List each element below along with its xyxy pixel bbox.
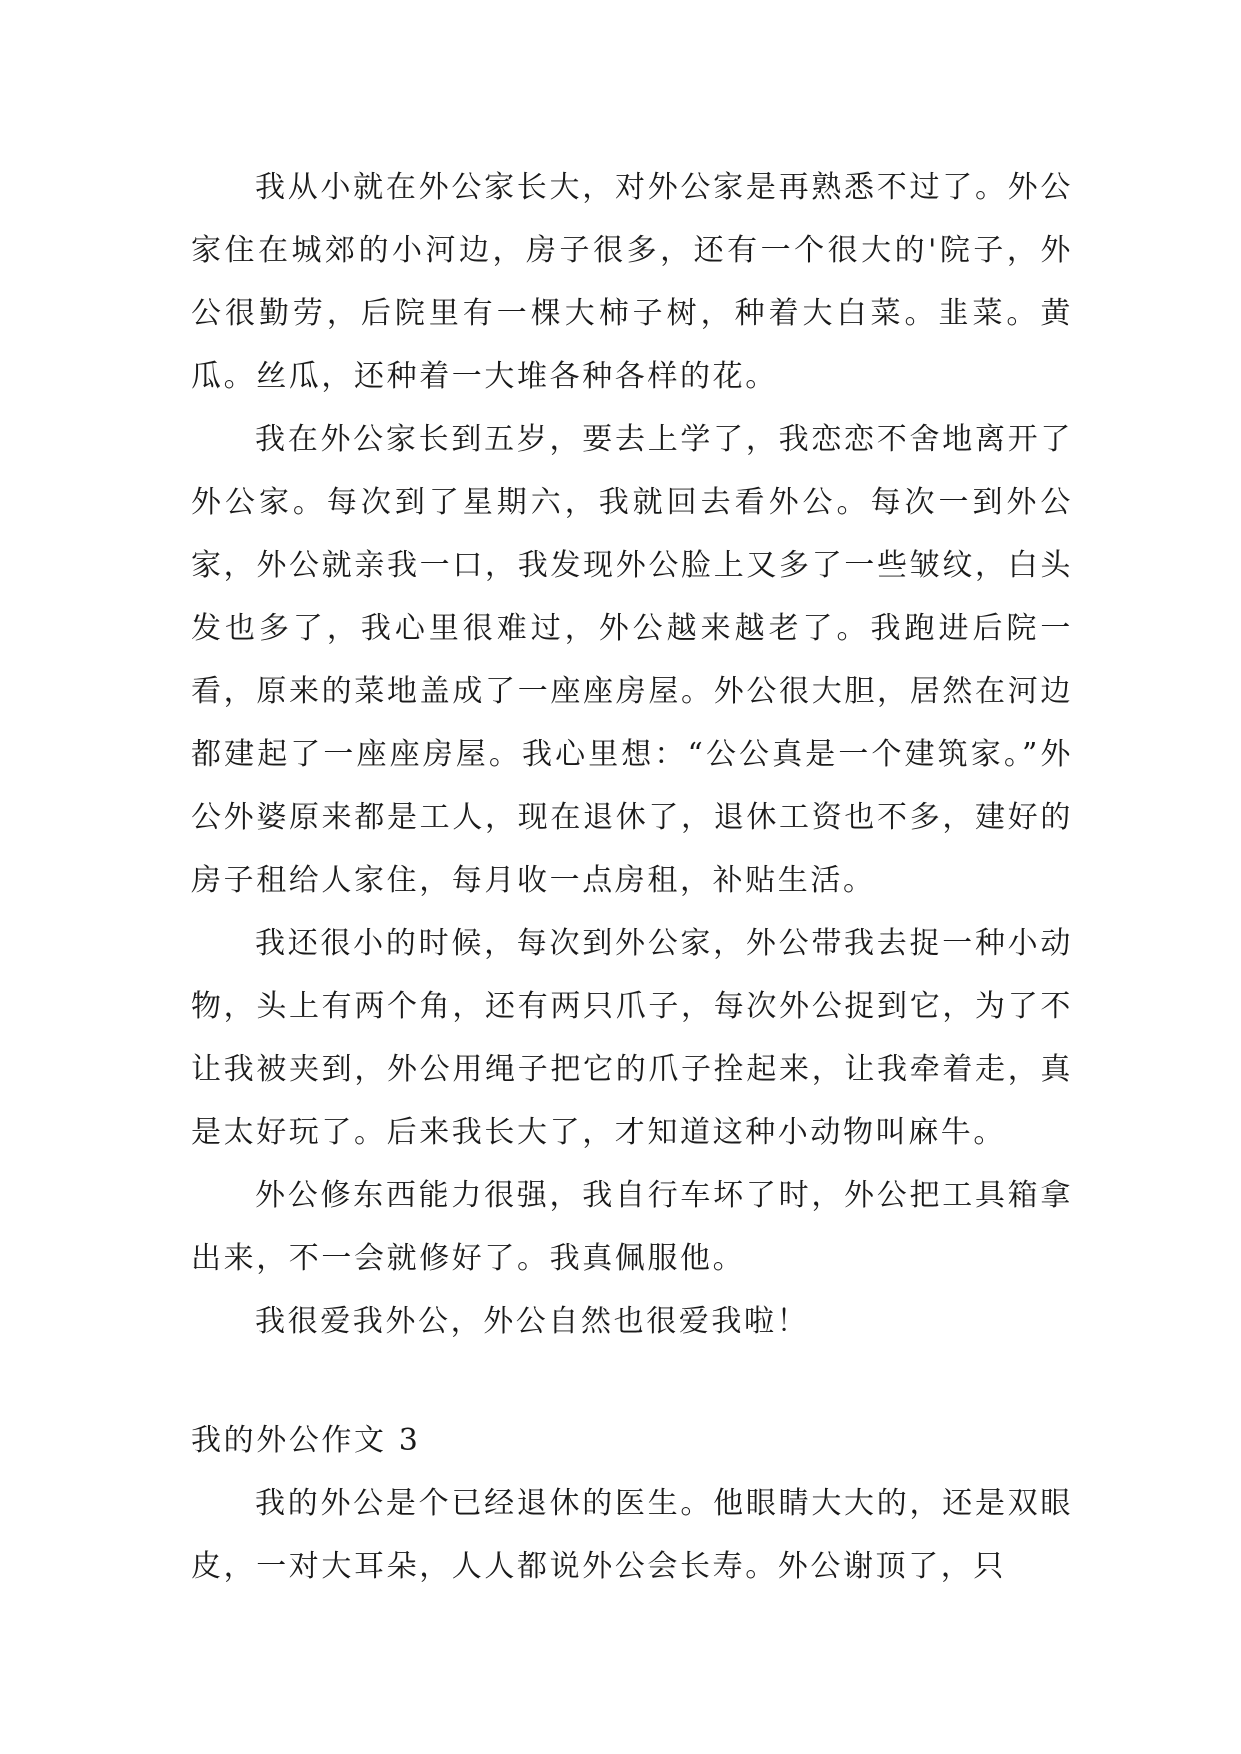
paragraph-3: 我还很小的时候，每次到外公家，外公带我去捉一种小动物，头上有两个角，还有两只爪子，每次外公捉到它，为了不让我被夹到，外公用绳子把它的爪子拴起来，让我牵着走，真是太好玩了。后来我长大了，才知道这种小动物叫麻牛。 [191, 926, 1073, 1150]
paragraph-2: 我在外公家长到五岁，要去上学了，我恋恋不舍地离开了外公家。每次到了星期六，我就回去看外公。每次一到外公家，外公就亲我一口，我发现外公脸上又多了一些皱纹，白头发也多了，我心里很难过，外公越来越老了。我跑进后院一看，原来的菜地盖成了一座座房屋。外公很大胆，居然在河边都建起了一座座房屋。我心里想：“公公真是一个建筑家。”外公外婆原来都是工人，现在退休了，退休工资也不多，建好的房子租给人家住，每月收一点房租，补贴生活。 [191, 422, 1073, 898]
paragraph-5: 我很爱我外公，外公自然也很爱我啦！ [255, 1304, 810, 1339]
paragraph-4: 外公修东西能力很强，我自行车坏了时，外公把工具箱拿出来，不一会就修好了。我真佩服他。 [191, 1178, 1073, 1276]
paragraph-6: 我的外公是个已经退休的医生。他眼睛大大的，还是双眼皮，一对大耳朵，人人都说外公会长寿。外公谢顶了，只 [191, 1486, 1073, 1584]
paragraph-1: 我从小就在外公家长大，对外公家是再熟悉不过了。外公家住在城郊的小河边，房子很多，还有一个很大的'院子，外公很勤劳，后院里有一棵大柿子树，种着大白菜。韭菜。黄瓜。丝瓜，还种着一大堆各种各样的花。 [191, 170, 1073, 394]
section-title: 我的外公作文 3 [191, 1423, 421, 1458]
document-body [191, 156, 1073, 1598]
